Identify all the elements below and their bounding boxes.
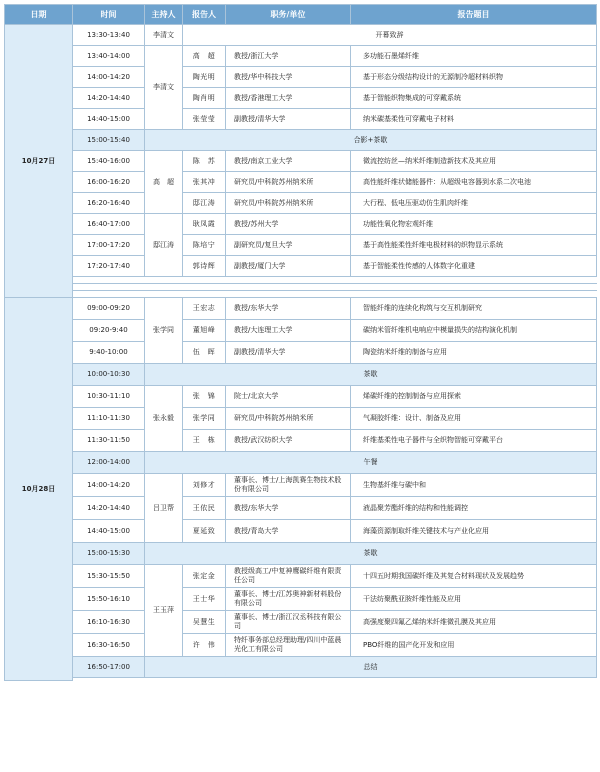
time-cell: 11:30-11:50 xyxy=(73,430,145,452)
time-cell: 09:00-09:20 xyxy=(73,298,145,320)
speaker-cell: 陶光明 xyxy=(183,67,226,88)
position-cell: 教授级高工/中复神鹰碳纤维有限责任公司 xyxy=(226,565,351,588)
speaker-cell: 郭诗辉 xyxy=(183,256,226,277)
topic-cell: 十四五时期我国碳纤维及其复合材料现状及发展趋势 xyxy=(351,565,597,588)
table-row xyxy=(5,430,597,452)
speaker-cell: 吴慧生 xyxy=(183,611,226,634)
table-row xyxy=(5,408,597,430)
topic-cell: 基于智能柔性传感的人体数字化重建 xyxy=(351,256,597,277)
time-cell: 12:00-14:00 xyxy=(73,452,145,474)
time-cell: 15:50-16:10 xyxy=(73,588,145,611)
break-label: 茶歇 xyxy=(145,543,597,565)
position-cell: 副教授/清华大学 xyxy=(226,342,351,364)
table-row xyxy=(5,88,597,109)
speaker-cell: 高 超 xyxy=(183,46,226,67)
time-cell: 16:50-17:00 xyxy=(73,657,145,678)
time-cell: 16:20-16:40 xyxy=(73,193,145,214)
table-row xyxy=(5,320,597,342)
speaker-cell: 刘修才 xyxy=(183,474,226,497)
speaker-cell: 张其冲 xyxy=(183,172,226,193)
topic-cell: 陶瓷纳米纤维的制备与应用 xyxy=(351,342,597,364)
position-cell: 教授/大连理工大学 xyxy=(226,320,351,342)
spacer-cell xyxy=(73,680,597,681)
time-cell: 15:40-16:00 xyxy=(73,151,145,172)
spacer-row xyxy=(5,291,597,298)
table-row xyxy=(5,46,597,67)
topic-cell: 纳米碳基柔性可穿戴电子材料 xyxy=(351,109,597,130)
position-cell: 董事长、博士/浙江汉丞科技有限公司 xyxy=(226,611,351,634)
position-cell: 教授/东华大学 xyxy=(226,298,351,320)
speaker-cell: 许 伟 xyxy=(183,634,226,657)
speaker-cell: 耿凤霞 xyxy=(183,214,226,235)
time-cell: 14:00-14:20 xyxy=(73,67,145,88)
spacer-cell xyxy=(73,291,597,298)
break-label: 茶歇 xyxy=(145,364,597,386)
table-row xyxy=(5,298,597,320)
host-cell: 王玉萍 xyxy=(145,565,183,657)
time-cell: 10:00-10:30 xyxy=(73,364,145,386)
time-cell: 17:20-17:40 xyxy=(73,256,145,277)
speaker-cell: 张定金 xyxy=(183,565,226,588)
date-cell-day2: 10月28日 xyxy=(5,298,73,681)
position-cell: 副教授/清华大学 xyxy=(226,109,351,130)
table-row xyxy=(5,109,597,130)
spacer-cell xyxy=(73,284,597,291)
spacer-row xyxy=(5,277,597,284)
header-speaker: 报告人 xyxy=(183,5,226,25)
speaker-cell: 陶肖明 xyxy=(183,88,226,109)
table-row xyxy=(5,520,597,543)
table-row xyxy=(5,25,597,46)
break-label: 合影+茶歇 xyxy=(145,130,597,151)
topic-cell: 微流控纺丝—纳米纤维制造新技术及其应用 xyxy=(351,151,597,172)
closing-label: 总结 xyxy=(145,657,597,678)
position-cell: 教授/东华大学 xyxy=(226,497,351,520)
time-cell: 14:00-14:20 xyxy=(73,474,145,497)
topic-cell: 海藻资源制取纤维关键技术与产业化应用 xyxy=(351,520,597,543)
speaker-cell: 王依民 xyxy=(183,497,226,520)
host-cell: 吕卫帮 xyxy=(145,474,183,543)
topic-cell: 生物基纤维与碳中和 xyxy=(351,474,597,497)
position-cell: 研究员/中科院苏州纳米所 xyxy=(226,408,351,430)
time-cell: 15:30-15:50 xyxy=(73,565,145,588)
speaker-cell: 张莹莹 xyxy=(183,109,226,130)
speaker-cell: 陈 苏 xyxy=(183,151,226,172)
time-cell: 14:20-14:40 xyxy=(73,497,145,520)
topic-cell: 功能性氧化物宏观纤维 xyxy=(351,214,597,235)
position-cell: 研究员/中科院苏州纳米所 xyxy=(226,172,351,193)
topic-cell: 液晶聚芳酯纤维的结构和性能调控 xyxy=(351,497,597,520)
time-cell: 11:10-11:30 xyxy=(73,408,145,430)
date-cell-day1: 10月27日 xyxy=(5,25,73,298)
header-host: 主持人 xyxy=(145,5,183,25)
host-cell: 李清文 xyxy=(145,25,183,46)
position-cell: 研究员/中科院苏州纳米所 xyxy=(226,193,351,214)
table-row xyxy=(5,172,597,193)
topic-cell: 纤维基柔性电子器件与全织物智能可穿戴平台 xyxy=(351,430,597,452)
host-cell: 张永毅 xyxy=(145,386,183,452)
time-cell: 09:20-9:40 xyxy=(73,320,145,342)
spacer-cell xyxy=(73,277,597,284)
opening-remarks: 开幕致辞 xyxy=(183,25,597,46)
time-cell: 17:00-17:20 xyxy=(73,235,145,256)
break-row xyxy=(5,130,597,151)
topic-cell: PBO纤维的国产化开发和应用 xyxy=(351,634,597,657)
table-row xyxy=(5,497,597,520)
spacer-row xyxy=(5,284,597,291)
topic-cell: 基于智能织物集成的可穿戴系统 xyxy=(351,88,597,109)
topic-cell: 智能纤维的连续化构筑与交互机制研究 xyxy=(351,298,597,320)
speaker-cell: 夏延致 xyxy=(183,520,226,543)
topic-cell: 碳纳米管纤维机电响应中模量损失的结构演化机制 xyxy=(351,320,597,342)
time-cell: 16:30-16:50 xyxy=(73,634,145,657)
time-cell: 14:40-15:00 xyxy=(73,520,145,543)
speaker-cell: 张学同 xyxy=(183,408,226,430)
position-cell: 教授/浙江大学 xyxy=(226,46,351,67)
time-cell: 15:00-15:30 xyxy=(73,543,145,565)
table-row xyxy=(5,386,597,408)
table-row xyxy=(5,611,597,634)
time-cell: 15:00-15:40 xyxy=(73,130,145,151)
schedule-table xyxy=(4,4,597,681)
table-row xyxy=(5,214,597,235)
header-row xyxy=(5,5,597,25)
header-date: 日期 xyxy=(5,5,73,25)
position-cell: 院士/北京大学 xyxy=(226,386,351,408)
position-cell: 教授/南京工业大学 xyxy=(226,151,351,172)
speaker-cell: 王士华 xyxy=(183,588,226,611)
speaker-cell: 陈培宁 xyxy=(183,235,226,256)
time-cell: 14:20-14:40 xyxy=(73,88,145,109)
topic-cell: 大行程、低电压驱动仿生肌肉纤维 xyxy=(351,193,597,214)
position-cell: 副研究员/复旦大学 xyxy=(226,235,351,256)
table-row xyxy=(5,151,597,172)
position-cell: 董事长、博士/江苏奥神新材料股份有限公司 xyxy=(226,588,351,611)
host-cell: 高 超 xyxy=(145,151,183,214)
topic-cell: 基于高性能柔性纤维电极材料的织物显示系统 xyxy=(351,235,597,256)
time-cell: 13:40-14:00 xyxy=(73,46,145,67)
speaker-cell: 邸江涛 xyxy=(183,193,226,214)
speaker-cell: 伍 晖 xyxy=(183,342,226,364)
header-topic: 报告题目 xyxy=(351,5,597,25)
table-row xyxy=(5,474,597,497)
time-cell: 9:40-10:00 xyxy=(73,342,145,364)
break-row xyxy=(5,543,597,565)
host-cell: 李清文 xyxy=(145,46,183,130)
topic-cell: 多功能石墨烯纤维 xyxy=(351,46,597,67)
time-cell: 16:40-17:00 xyxy=(73,214,145,235)
topic-cell: 烯碳纤维的控制制备与应用探索 xyxy=(351,386,597,408)
topic-cell: 高强度聚四氟乙烯纳米纤维微孔膜及其应用 xyxy=(351,611,597,634)
lunch-label: 午餐 xyxy=(145,452,597,474)
speaker-cell: 王宏志 xyxy=(183,298,226,320)
position-cell: 教授/香港理工大学 xyxy=(226,88,351,109)
position-cell: 特纤事务部总经理助理/四川中蓝晨光化工有限公司 xyxy=(226,634,351,657)
time-cell: 13:30-13:40 xyxy=(73,25,145,46)
table-row xyxy=(5,588,597,611)
speaker-cell: 董旭峰 xyxy=(183,320,226,342)
topic-cell: 高性能纤维状储能器件：从超级电容器到水系二次电池 xyxy=(351,172,597,193)
time-cell: 16:10-16:30 xyxy=(73,611,145,634)
time-cell: 16:00-16:20 xyxy=(73,172,145,193)
break-row xyxy=(5,364,597,386)
table-row xyxy=(5,342,597,364)
table-row xyxy=(5,193,597,214)
position-cell: 董事长、博士/上海凯赛生物技术股份有限公司 xyxy=(226,474,351,497)
host-cell: 张学同 xyxy=(145,298,183,364)
header-time: 时间 xyxy=(73,5,145,25)
table-row xyxy=(5,67,597,88)
host-cell: 邸江涛 xyxy=(145,214,183,277)
table-row xyxy=(5,634,597,657)
table-row xyxy=(5,565,597,588)
table-row xyxy=(5,235,597,256)
speaker-cell: 张 锦 xyxy=(183,386,226,408)
time-cell: 10:30-11:10 xyxy=(73,386,145,408)
topic-cell: 基于形态分级结构设计的无源制冷超材料织物 xyxy=(351,67,597,88)
time-cell: 14:40-15:00 xyxy=(73,109,145,130)
speaker-cell: 王 栋 xyxy=(183,430,226,452)
position-cell: 副教授/厦门大学 xyxy=(226,256,351,277)
position-cell: 教授/武汉纺织大学 xyxy=(226,430,351,452)
position-cell: 教授/苏州大学 xyxy=(226,214,351,235)
table-row xyxy=(5,256,597,277)
topic-cell: 气凝胶纤维：设计、制备及应用 xyxy=(351,408,597,430)
position-cell: 教授/青岛大学 xyxy=(226,520,351,543)
spacer-row xyxy=(5,680,597,681)
topic-cell: 干法纺聚酰亚胺纤维性能及应用 xyxy=(351,588,597,611)
position-cell: 教授/华中科技大学 xyxy=(226,67,351,88)
break-row xyxy=(5,452,597,474)
header-position: 职务/单位 xyxy=(226,5,351,25)
break-row xyxy=(5,657,597,678)
